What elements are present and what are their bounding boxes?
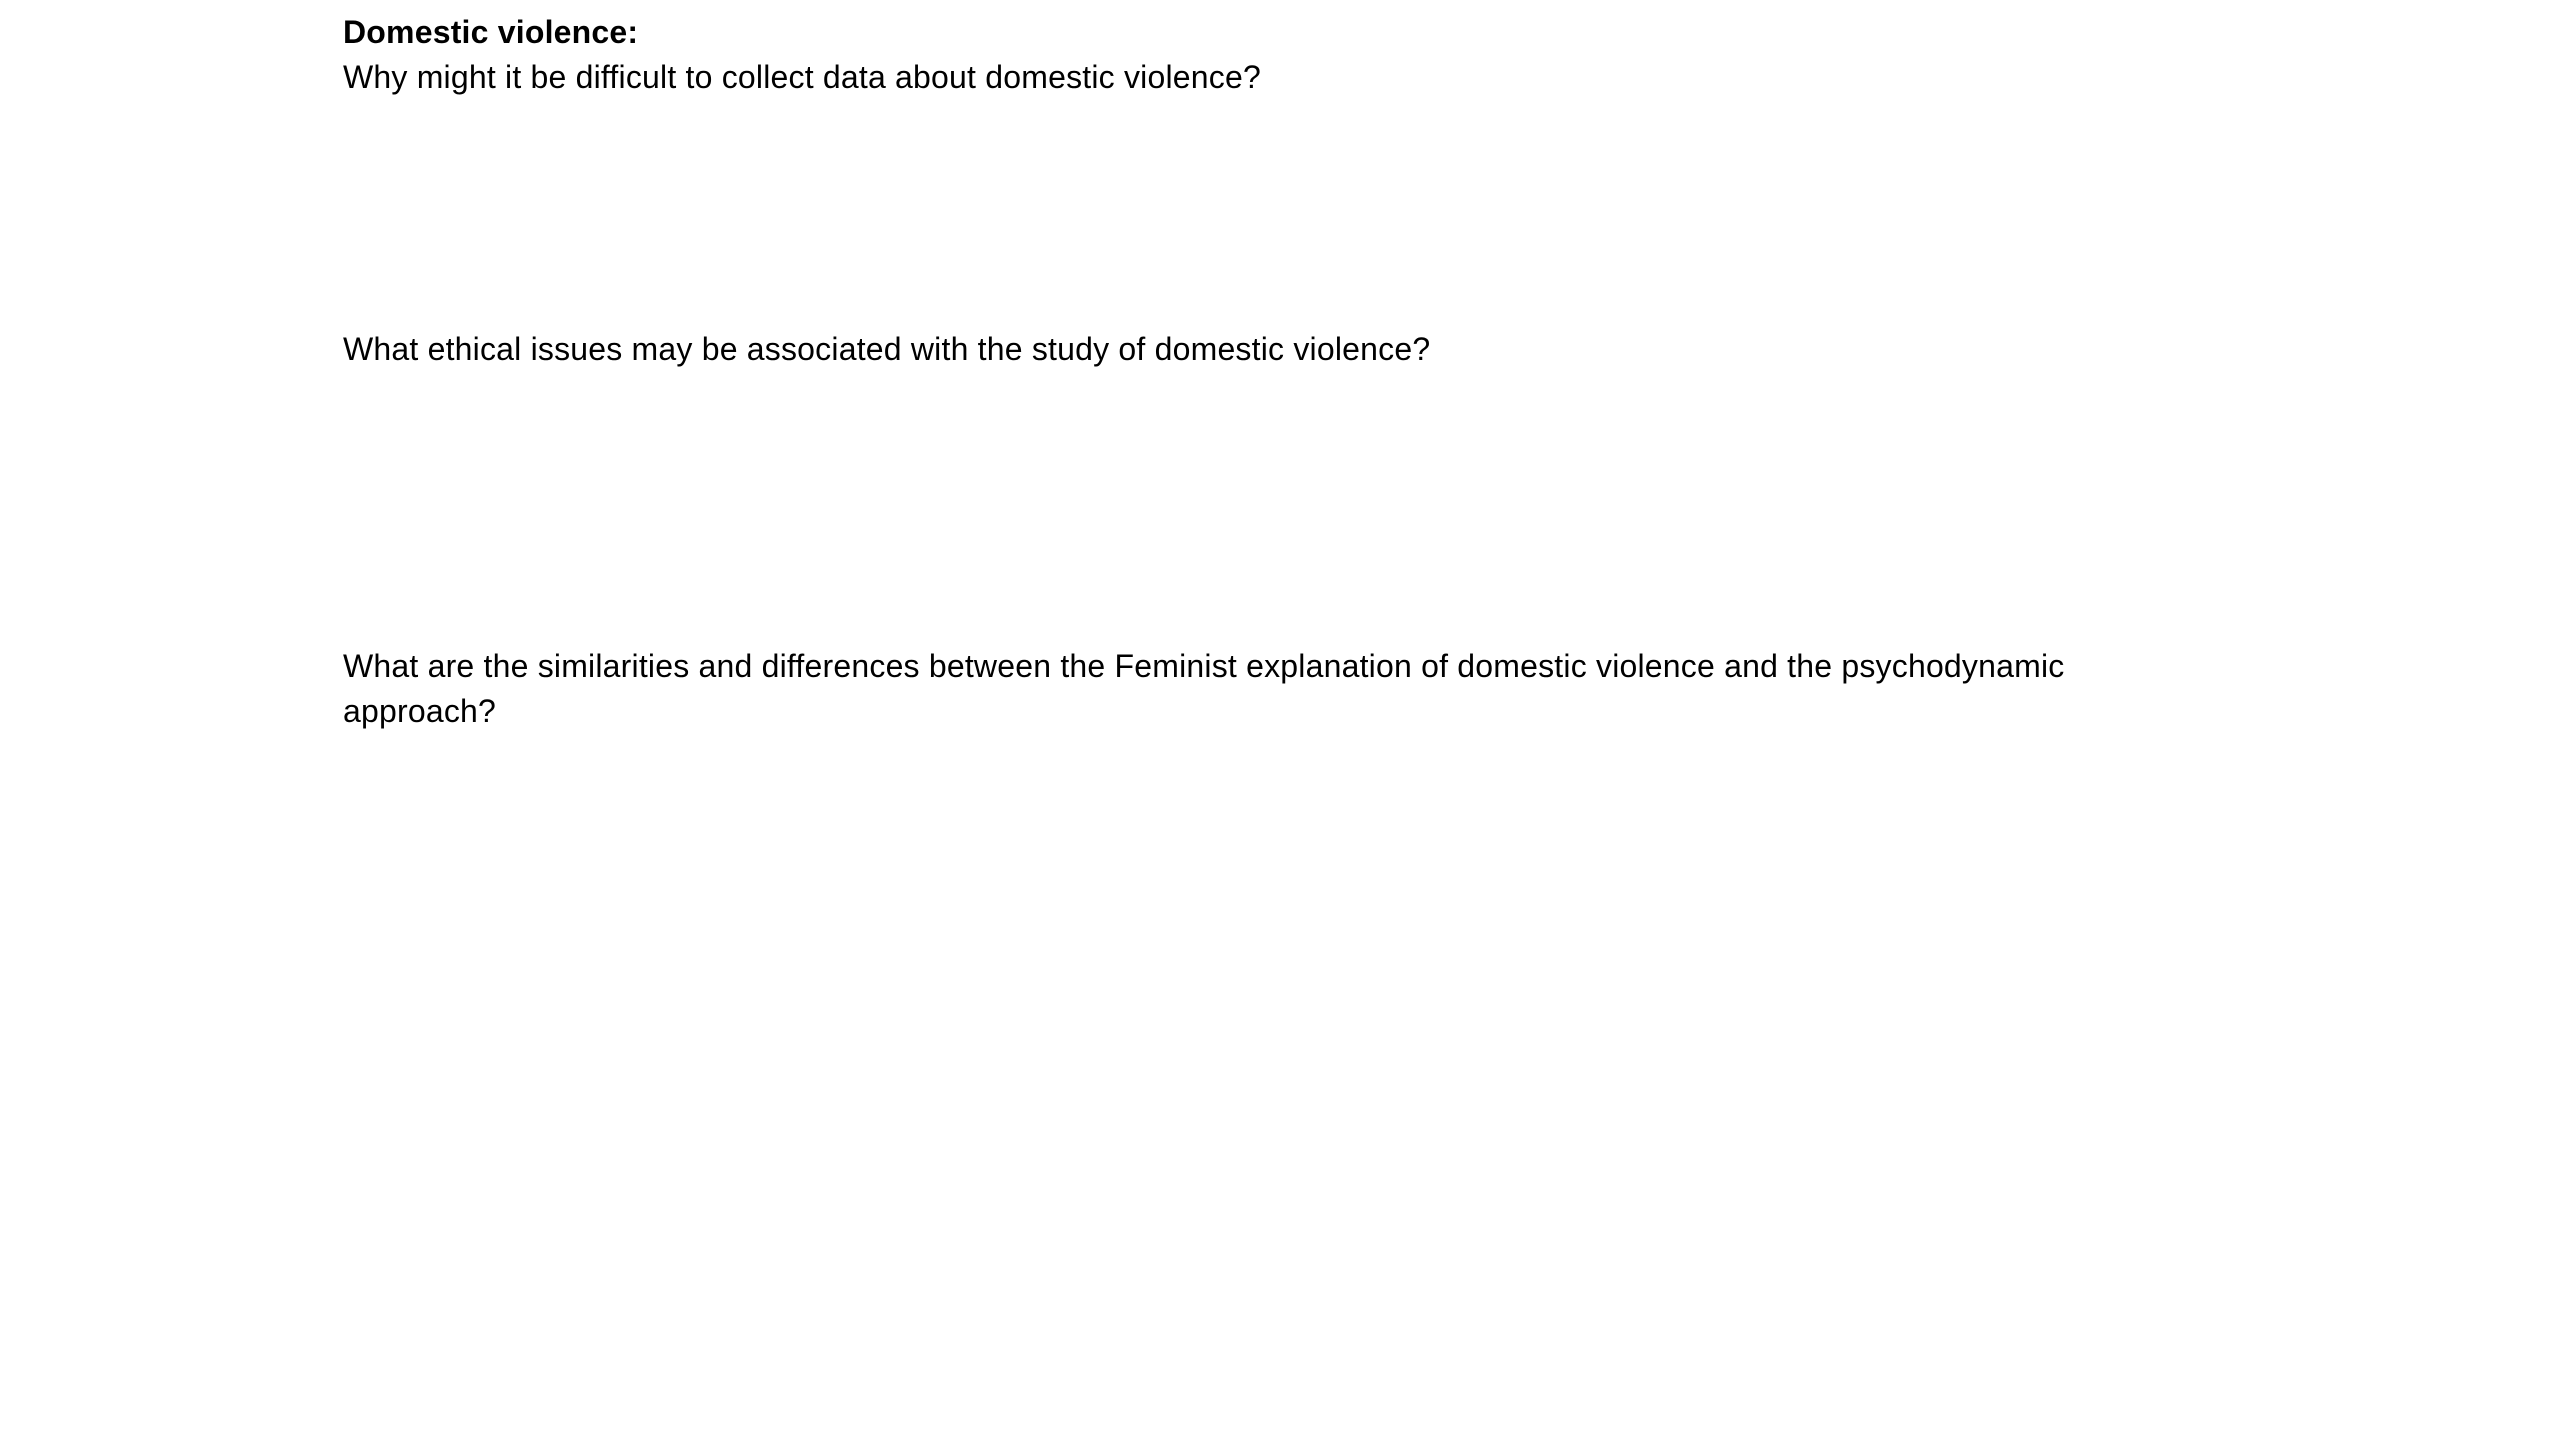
question-3: What are the similarities and differences between the Feminist explanation of domestic violence and the psychodynamic approach? bbox=[343, 648, 2065, 729]
question-2: What ethical issues may be associated with the study of domestic violence? bbox=[343, 331, 1431, 367]
question-1: Why might it be difficult to collect data about domestic violence? bbox=[343, 59, 1261, 95]
section-heading: Domestic violence: bbox=[343, 14, 639, 50]
